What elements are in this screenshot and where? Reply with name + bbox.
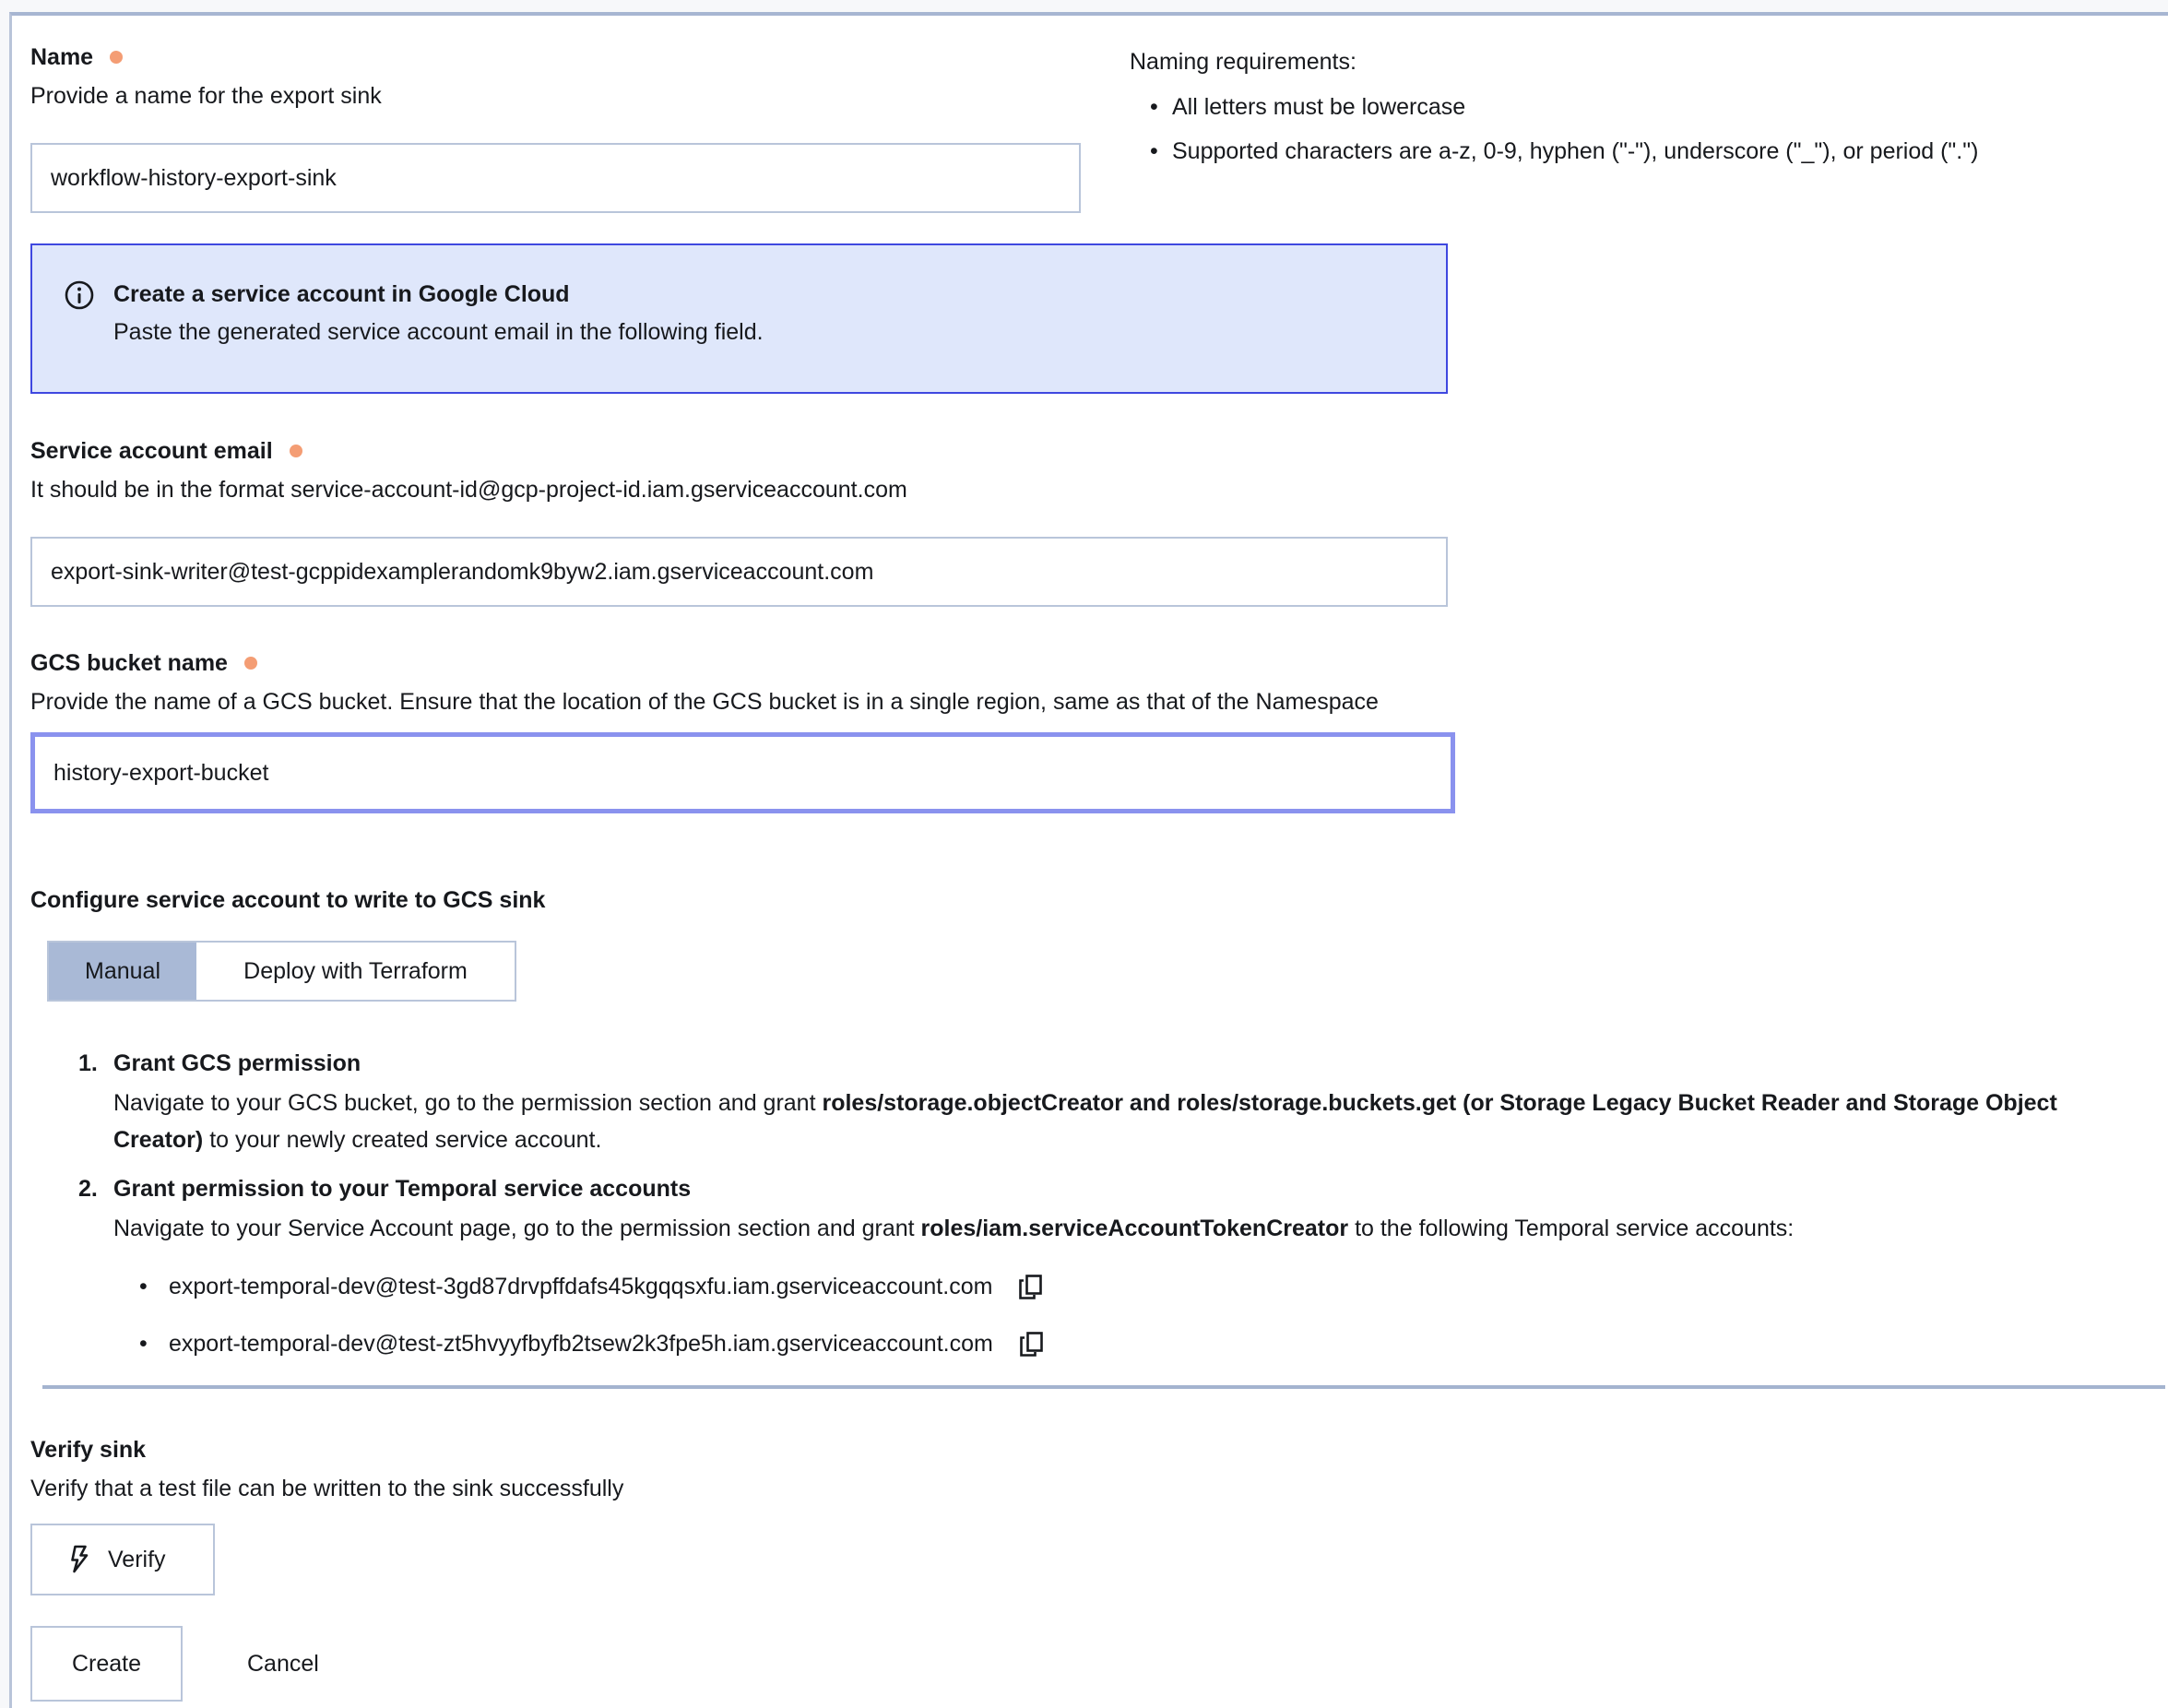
bucket-label: GCS bucket name	[30, 650, 228, 676]
step-body	[113, 1210, 2147, 1247]
step-title: Grant GCS permission	[113, 1050, 361, 1076]
copy-icon	[1016, 1273, 1045, 1301]
service-account-label-row	[30, 435, 2168, 467]
service-account-email-input[interactable]	[30, 537, 1448, 607]
verify-sink-heading: Verify sink	[30, 1437, 147, 1463]
step-body-pre: Navigate to your GCS bucket, go to the permission section and grant	[113, 1090, 823, 1116]
service-account-description: It should be in the format service-account-id@gcp-project-id.iam.gserviceaccount.com	[30, 477, 907, 503]
list-item	[139, 1271, 2168, 1302]
copy-email-button[interactable]	[1017, 1330, 1046, 1358]
list-item	[139, 1328, 2168, 1359]
copy-email-button[interactable]	[1016, 1273, 1045, 1301]
lightning-bolt-icon	[65, 1544, 93, 1575]
step-body-post: to the following Temporal service accounts:	[1348, 1216, 1795, 1241]
temporal-service-account-email: export-temporal-dev@test-zt5hvyyfbyfb2tsew2k3fpe5h.iam.gserviceaccount.com	[169, 1331, 993, 1357]
name-field-description: Provide a name for the export sink	[30, 83, 382, 109]
required-indicator	[244, 657, 257, 670]
step-title: Grant permission to your Temporal service accounts	[113, 1176, 692, 1202]
step-number: 2.	[78, 1176, 98, 1202]
temporal-service-account-list	[139, 1271, 2168, 1359]
verify-button[interactable]	[30, 1524, 215, 1595]
info-box-body: Paste the generated service account email in the following field.	[113, 319, 764, 345]
info-box-title: Create a service account in Google Cloud	[113, 281, 570, 307]
naming-requirements	[1130, 46, 2168, 167]
configure-heading: Configure service account to write to GCS sink	[30, 887, 546, 913]
service-account-label: Service account email	[30, 438, 273, 464]
naming-requirement-item: • Supported characters are a-z, 0-9, hyphen ("-"), underscore ("_"), or period (".")	[1130, 136, 2168, 167]
export-sink-form-panel	[9, 12, 2168, 1708]
manual-steps	[78, 1048, 2168, 1359]
info-icon	[64, 279, 95, 364]
form-actions	[30, 1626, 2168, 1702]
bucket-description: Provide the name of a GCS bucket. Ensure that the location of the GCS bucket is in a single region, same as that of the Namespace	[30, 689, 1379, 715]
step-body-post: to your newly created service account.	[203, 1127, 602, 1153]
info-box	[30, 243, 1448, 394]
tab-deploy-terraform[interactable]: Deploy with Terraform	[196, 943, 515, 1000]
step-body	[113, 1085, 2147, 1158]
tab-manual[interactable]: Manual	[49, 943, 196, 1000]
bullet-marker: •	[139, 1274, 148, 1299]
section-divider	[42, 1385, 2165, 1389]
copy-icon	[1017, 1330, 1046, 1358]
verify-sink-description: Verify that a test file can be written to the sink successfully	[30, 1476, 624, 1501]
step-body-bold: roles/storage.objectCreator and roles/storage.buckets.get (or Storage Legacy Bucket Reader and Storage Object Creator)	[113, 1090, 2057, 1153]
configure-tab-group	[47, 941, 516, 1002]
cancel-button[interactable]: Cancel	[247, 1650, 319, 1677]
step-body-pre: Navigate to your Service Account page, go to the permission section and grant	[113, 1216, 921, 1241]
gcs-bucket-name-input[interactable]	[30, 732, 1455, 813]
temporal-service-account-email: export-temporal-dev@test-3gd87drvpffdafs45kgqqsxfu.iam.gserviceaccount.com	[169, 1274, 993, 1299]
required-indicator	[110, 51, 123, 64]
bucket-label-row	[30, 647, 2168, 679]
step-number: 1.	[78, 1050, 98, 1076]
verify-button-label: Verify	[108, 1546, 166, 1572]
step-grant-gcs-permission	[78, 1048, 2168, 1158]
bullet-marker: •	[139, 1331, 148, 1357]
required-indicator	[290, 445, 302, 457]
name-field-label: Name	[30, 44, 94, 70]
create-button[interactable]: Create	[30, 1626, 183, 1702]
step-grant-temporal-permission	[78, 1173, 2168, 1359]
naming-requirement-item: • All letters must be lowercase	[1130, 91, 2168, 123]
name-input[interactable]	[30, 143, 1081, 213]
step-body-bold: roles/iam.serviceAccountTokenCreator	[920, 1216, 1349, 1241]
naming-requirements-title: Naming requirements:	[1130, 49, 1356, 75]
